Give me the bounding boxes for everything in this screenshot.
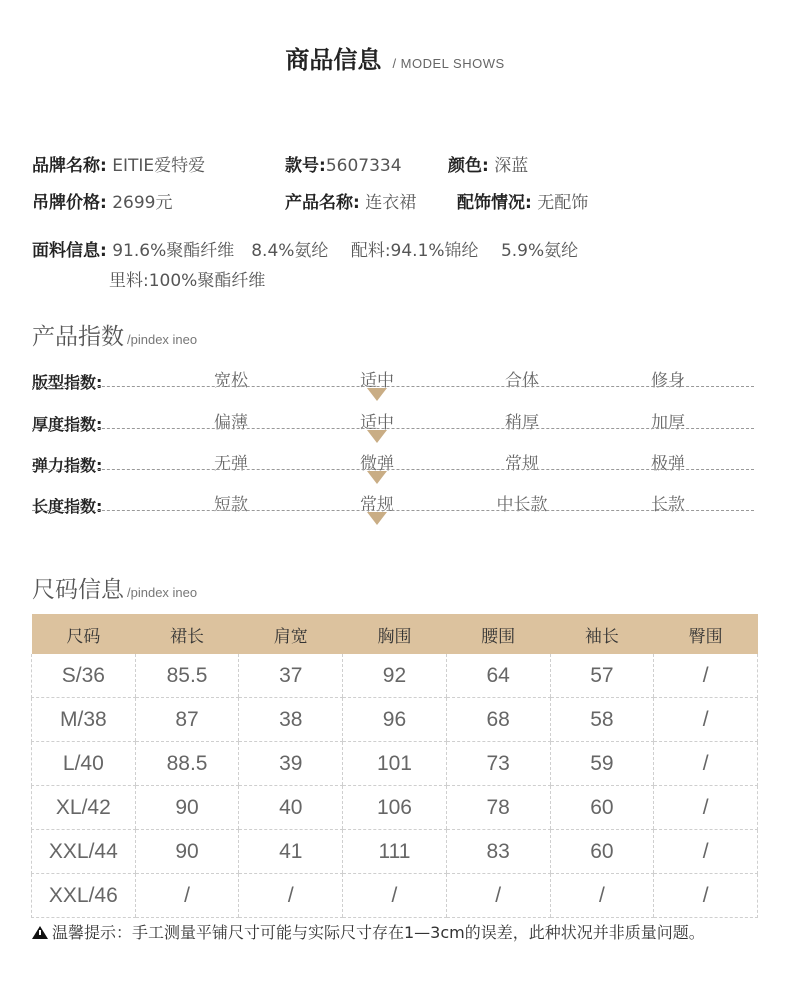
table-row: [32, 830, 758, 874]
measurement-tip: [32, 920, 705, 943]
table-cell: 73: [446, 742, 550, 786]
index-option: 稍厚: [505, 413, 539, 433]
size-table-column-header: 臀围: [654, 614, 758, 654]
selected-marker-icon: [367, 388, 387, 401]
page-header: [0, 40, 790, 75]
index-option: 极弹: [651, 454, 685, 474]
table-cell: 87: [135, 698, 239, 742]
selected-marker-icon: [367, 430, 387, 443]
table-cell: 90: [135, 786, 239, 830]
index-option: 微弹: [360, 454, 394, 474]
table-cell: 38: [239, 698, 343, 742]
page-title: 商品信息: [285, 46, 382, 74]
table-cell: L/40: [32, 742, 136, 786]
index-option: 无弹: [214, 454, 248, 474]
size-table-body: [32, 654, 758, 918]
index-row-label: 长度指数:: [32, 497, 103, 516]
size-table-column-header: 尺码: [32, 614, 136, 654]
index-option: 常规: [505, 454, 539, 474]
table-cell: 101: [343, 742, 447, 786]
index-option: 中长款: [496, 495, 548, 515]
table-cell: M/38: [32, 698, 136, 742]
brand-label: 品牌名称:: [32, 156, 107, 176]
table-cell: 39: [239, 742, 343, 786]
index-option: 加厚: [651, 413, 685, 433]
brand-info: [32, 151, 205, 176]
table-cell: /: [654, 742, 758, 786]
table-cell: XXL/44: [32, 830, 136, 874]
table-cell: 41: [239, 830, 343, 874]
accessory-info: [457, 188, 588, 213]
index-row-label: 弹力指数:: [32, 456, 103, 475]
table-cell: 83: [446, 830, 550, 874]
price-label: 吊牌价格:: [32, 193, 107, 213]
table-row: [32, 654, 758, 698]
index-row-divider: [32, 469, 754, 470]
table-cell: 111: [343, 830, 447, 874]
fabric-value: 91.6%聚酯纤维 8.4%氨纶 配料:94.1%锦纶 5.9%氨纶: [112, 241, 579, 261]
accessory-value: 无配饰: [537, 193, 589, 213]
table-cell: 60: [550, 830, 654, 874]
product-name-label: 产品名称:: [285, 193, 360, 213]
index-option: 偏薄: [214, 413, 248, 433]
index-option: 短款: [214, 495, 248, 515]
product-name-value: 连衣裙: [365, 193, 417, 213]
index-option: 合体: [505, 371, 539, 391]
table-row: [32, 786, 758, 830]
page-subtitle: / MODEL SHOWS: [392, 56, 505, 71]
table-cell: 92: [343, 654, 447, 698]
table-cell: XXL/46: [32, 874, 136, 918]
table-cell: 78: [446, 786, 550, 830]
accessory-label: 配饰情况:: [457, 193, 532, 213]
color-value: 深蓝: [494, 156, 529, 176]
index-subtitle: /pindex ineo: [127, 332, 198, 347]
table-row: [32, 742, 758, 786]
index-title: 产品指数: [32, 324, 124, 350]
table-cell: 68: [446, 698, 550, 742]
table-cell: /: [654, 654, 758, 698]
index-row-label: 版型指数:: [32, 373, 103, 392]
table-cell: /: [654, 874, 758, 918]
warning-icon: [32, 926, 48, 939]
size-table-column-header: 肩宽: [239, 614, 343, 654]
brand-value: EITIE爱特爱: [112, 156, 206, 176]
size-title: 尺码信息: [32, 577, 124, 603]
table-cell: 37: [239, 654, 343, 698]
table-cell: 58: [550, 698, 654, 742]
table-cell: 57: [550, 654, 654, 698]
style-no-label: 款号:: [285, 156, 326, 176]
product-name-info: [285, 188, 416, 213]
color-label: 颜色:: [448, 156, 489, 176]
index-row-divider: [32, 428, 754, 429]
index-option: 适中: [360, 371, 394, 391]
table-cell: 40: [239, 786, 343, 830]
index-option: 适中: [360, 413, 394, 433]
size-table-column-header: 胸围: [343, 614, 447, 654]
color-info: [448, 151, 528, 176]
table-cell: /: [343, 874, 447, 918]
style-no-info: [285, 151, 402, 176]
table-cell: /: [550, 874, 654, 918]
table-cell: 85.5: [135, 654, 239, 698]
index-row-label: 厚度指数:: [32, 415, 103, 434]
table-cell: 88.5: [135, 742, 239, 786]
fabric-label: 面料信息:: [32, 241, 107, 261]
table-cell: 96: [343, 698, 447, 742]
index-row-divider: [32, 510, 754, 511]
size-section-title: [32, 571, 197, 604]
table-cell: 90: [135, 830, 239, 874]
table-cell: /: [654, 830, 758, 874]
price-info: [32, 188, 172, 213]
table-cell: S/36: [32, 654, 136, 698]
size-table-header: [32, 614, 758, 654]
table-cell: 59: [550, 742, 654, 786]
price-value: 2699元: [112, 193, 173, 213]
fabric-info: [32, 236, 578, 261]
table-cell: 106: [343, 786, 447, 830]
table-cell: /: [135, 874, 239, 918]
size-subtitle: /pindex ineo: [127, 585, 198, 600]
index-option: 长款: [651, 495, 685, 515]
selected-marker-icon: [367, 512, 387, 525]
table-cell: XL/42: [32, 786, 136, 830]
table-cell: /: [239, 874, 343, 918]
table-row: [32, 874, 758, 918]
size-table: [31, 614, 758, 918]
table-cell: /: [446, 874, 550, 918]
selected-marker-icon: [367, 471, 387, 484]
lining-info: 里料:100%聚酯纤维: [109, 271, 266, 291]
table-cell: /: [654, 786, 758, 830]
size-table-column-header: 裙长: [135, 614, 239, 654]
index-row-divider: [32, 386, 754, 387]
index-section-title: [32, 318, 197, 351]
tip-text: 温馨提示：手工测量平铺尺寸可能与实际尺寸存在1—3cm的误差，此种状况并非质量问题。: [52, 923, 705, 942]
index-option: 常规: [360, 495, 394, 515]
table-row: [32, 698, 758, 742]
style-no-value: 5607334: [325, 156, 402, 176]
table-cell: /: [654, 698, 758, 742]
index-option: 宽松: [214, 371, 248, 391]
table-cell: 60: [550, 786, 654, 830]
size-table-column-header: 腰围: [446, 614, 550, 654]
index-option: 修身: [651, 371, 685, 391]
table-cell: 64: [446, 654, 550, 698]
size-table-column-header: 袖长: [550, 614, 654, 654]
